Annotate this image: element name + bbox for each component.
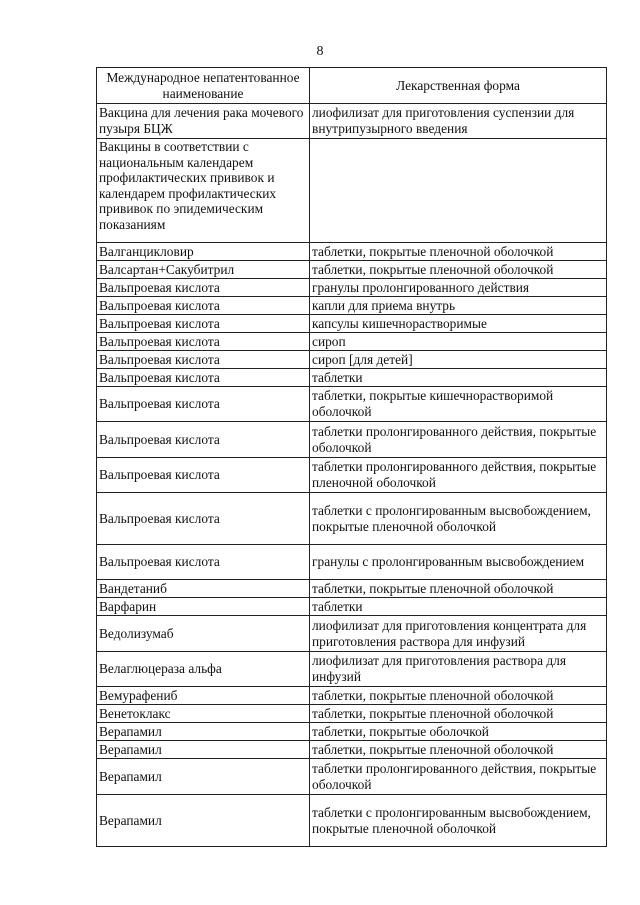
cell-form: лиофилизат для приготовления концентрата для приготовления раствора для инфузий <box>310 616 607 652</box>
cell-name: Вальпроевая кислота <box>97 493 310 545</box>
cell-form: таблетки, покрытые пленочной оболочкой <box>310 705 607 723</box>
table-row <box>97 795 607 847</box>
cell-form: сироп [для детей] <box>310 351 607 369</box>
cell-form: гранулы с пролонгированным высвобождением <box>310 545 607 580</box>
cell-form: таблетки пролонгированного действия, покрытые оболочкой <box>310 422 607 458</box>
table-row <box>97 315 607 333</box>
table-row <box>97 243 607 261</box>
table-row <box>97 687 607 705</box>
cell-name: Вальпроевая кислота <box>97 387 310 422</box>
cell-name: Валсартан+Сакубитрил <box>97 261 310 279</box>
cell-form: таблетки, покрытые кишечнорастворимой оболочкой <box>310 387 607 422</box>
table-row <box>97 652 607 687</box>
cell-form: таблетки, покрытые пленочной оболочкой <box>310 741 607 759</box>
cell-name: Вальпроевая кислота <box>97 315 310 333</box>
table-row <box>97 723 607 741</box>
table-row <box>97 493 607 545</box>
cell-name: Верапамил <box>97 759 310 795</box>
cell-name: Вемурафениб <box>97 687 310 705</box>
cell-name: Вакцины в соответствии с национальным календарем профилактических прививок и календарем профилактических прививок по эпидемическим показаниям <box>97 139 310 243</box>
cell-form: гранулы пролонгированного действия <box>310 279 607 297</box>
cell-name: Верапамил <box>97 723 310 741</box>
table-row <box>97 279 607 297</box>
cell-name: Вальпроевая кислота <box>97 297 310 315</box>
cell-name: Вальпроевая кислота <box>97 333 310 351</box>
header-name: Международное непатентованное наименование <box>97 68 310 104</box>
cell-form: лиофилизат для приготовления суспензии для внутрипузырного введения <box>310 104 607 139</box>
cell-name: Вальпроевая кислота <box>97 458 310 493</box>
cell-form: таблетки <box>310 598 607 616</box>
cell-name: Вальпроевая кислота <box>97 351 310 369</box>
cell-form: таблетки с пролонгированным высвобождением, покрытые пленочной оболочкой <box>310 795 607 847</box>
table-row <box>97 616 607 652</box>
table-row <box>97 139 607 243</box>
cell-name: Верапамил <box>97 795 310 847</box>
table-row <box>97 458 607 493</box>
cell-name: Вандетаниб <box>97 580 310 598</box>
cell-form: таблетки с пролонгированным высвобождением, покрытые пленочной оболочкой <box>310 493 607 545</box>
cell-name: Вальпроевая кислота <box>97 369 310 387</box>
cell-form: капсулы кишечнорастворимые <box>310 315 607 333</box>
cell-form: сироп <box>310 333 607 351</box>
table-row <box>97 387 607 422</box>
table-row <box>97 545 607 580</box>
table-row <box>97 741 607 759</box>
cell-form: капли для приема внутрь <box>310 297 607 315</box>
table-row <box>97 351 607 369</box>
table-row <box>97 598 607 616</box>
table-row <box>97 369 607 387</box>
drug-table <box>96 67 607 847</box>
cell-form: таблетки пролонгированного действия, покрытые оболочкой <box>310 759 607 795</box>
page-number: 8 <box>316 44 324 59</box>
table-row <box>97 705 607 723</box>
table-row <box>97 580 607 598</box>
cell-form: таблетки, покрытые пленочной оболочкой <box>310 687 607 705</box>
cell-form: таблетки, покрытые пленочной оболочкой <box>310 580 607 598</box>
table-row <box>97 333 607 351</box>
table-row <box>97 297 607 315</box>
cell-form <box>310 139 607 243</box>
cell-form: таблетки, покрытые оболочкой <box>310 723 607 741</box>
table-row <box>97 261 607 279</box>
table-row <box>97 422 607 458</box>
cell-form: таблетки, покрытые пленочной оболочкой <box>310 243 607 261</box>
cell-form: таблетки, покрытые пленочной оболочкой <box>310 261 607 279</box>
header-form: Лекарственная форма <box>310 68 607 104</box>
cell-name: Ведолизумаб <box>97 616 310 652</box>
cell-form: таблетки пролонгированного действия, покрытые пленочной оболочкой <box>310 458 607 493</box>
cell-form: таблетки <box>310 369 607 387</box>
cell-name: Вакцина для лечения рака мочевого пузыря БЦЖ <box>97 104 310 139</box>
cell-name: Венетоклакс <box>97 705 310 723</box>
cell-form: лиофилизат для приготовления раствора для инфузий <box>310 652 607 687</box>
table-row <box>97 104 607 139</box>
table-row <box>97 759 607 795</box>
cell-name: Вальпроевая кислота <box>97 422 310 458</box>
table-header-row <box>97 68 607 104</box>
cell-name: Варфарин <box>97 598 310 616</box>
cell-name: Вальпроевая кислота <box>97 545 310 580</box>
cell-name: Верапамил <box>97 741 310 759</box>
cell-name: Валганцикловир <box>97 243 310 261</box>
cell-name: Вальпроевая кислота <box>97 279 310 297</box>
cell-name: Велаглюцераза альфа <box>97 652 310 687</box>
